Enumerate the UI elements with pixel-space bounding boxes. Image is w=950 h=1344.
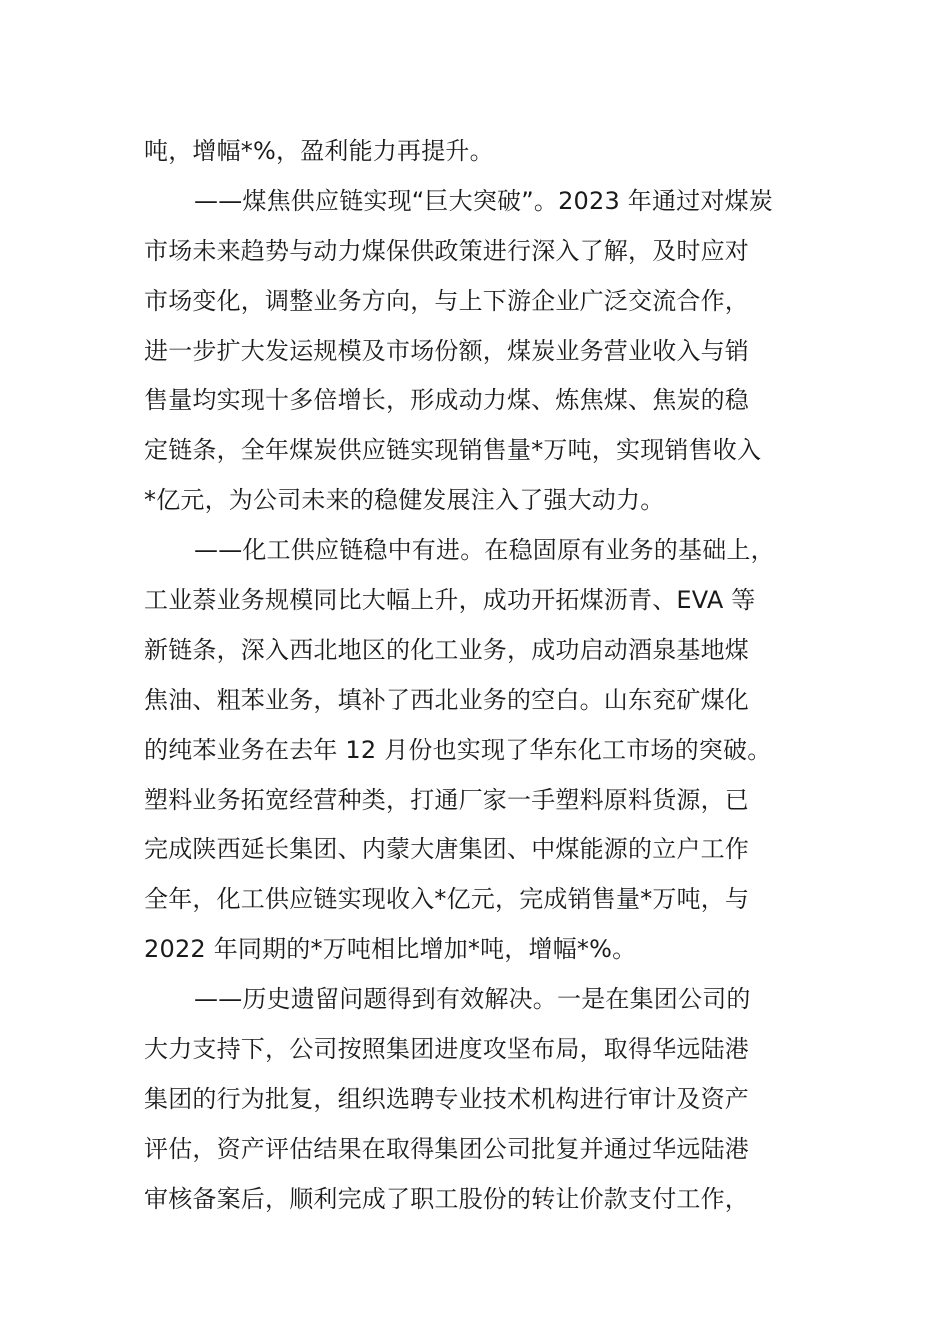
text-line: 新链条，深入西北地区的化工业务，成功启动酒泉基地煤 [144,635,749,664]
text-line: 全年，化工供应链实现收入*亿元，完成销售量*万吨，与 [144,885,750,914]
text-line: 焦油、粗苯业务，填补了西北业务的空白。山东兖矿煤化 [144,685,749,714]
text-line: 市场变化，调整业务方向，与上下游企业广泛交流合作， [144,286,749,315]
paragraph-first-line: ——历史遗留问题得到有效解决。一是在集团公司的 [194,985,751,1014]
text-line: 大力支持下，公司按照集团进度攻坚布局，取得华远陆港 [144,1035,749,1064]
text-line: *亿元，为公司未来的稳健发展注入了强大动力。 [144,486,665,515]
text-line: 2022 年同期的*万吨相比增加*吨，增幅*%。 [144,935,637,964]
text-line: 定链条，全年煤炭供应链实现销售量*万吨，实现销售收入 [144,436,762,465]
text-line: 吨，增幅*%，盈利能力再提升。 [144,137,494,165]
paragraph-first-line: ——煤焦供应链实现“巨大突破”。2023 年通过对煤炭 [194,186,773,215]
text-line: 塑料业务拓宽经营种类，打通厂家一手塑料原料货源，已 [144,785,749,814]
text-line: 售量均实现十多倍增长，形成动力煤、炼焦煤、焦炭的稳 [144,386,749,415]
paragraph-first-line: ——化工供应链稳中有进。在稳固原有业务的基础上， [194,536,775,565]
text-line: 的纯苯业务在去年 12 月份也实现了华东化工市场的突破。 [144,735,772,764]
text-line: 完成陕西延长集团、内蒙大唐集团、中煤能源的立户工作 [144,835,749,864]
text-line: 市场未来趋势与动力煤保供政策进行深入了解，及时应对 [144,236,749,265]
text-line: 工业萘业务规模同比大幅上升，成功开拓煤沥青、EVA 等 [144,586,756,615]
body-text [144,127,824,1225]
text-line: 审核备案后，顺利完成了职工股份的转让价款支付工作， [144,1184,749,1213]
text-line: 评估，资产评估结果在取得集团公司批复并通过华远陆港 [144,1134,749,1163]
text-line: 集团的行为批复，组织选聘专业技术机构进行审计及资产 [144,1084,749,1113]
text-line: 进一步扩大发运规模及市场份额，煤炭业务营业收入与销 [144,336,749,365]
